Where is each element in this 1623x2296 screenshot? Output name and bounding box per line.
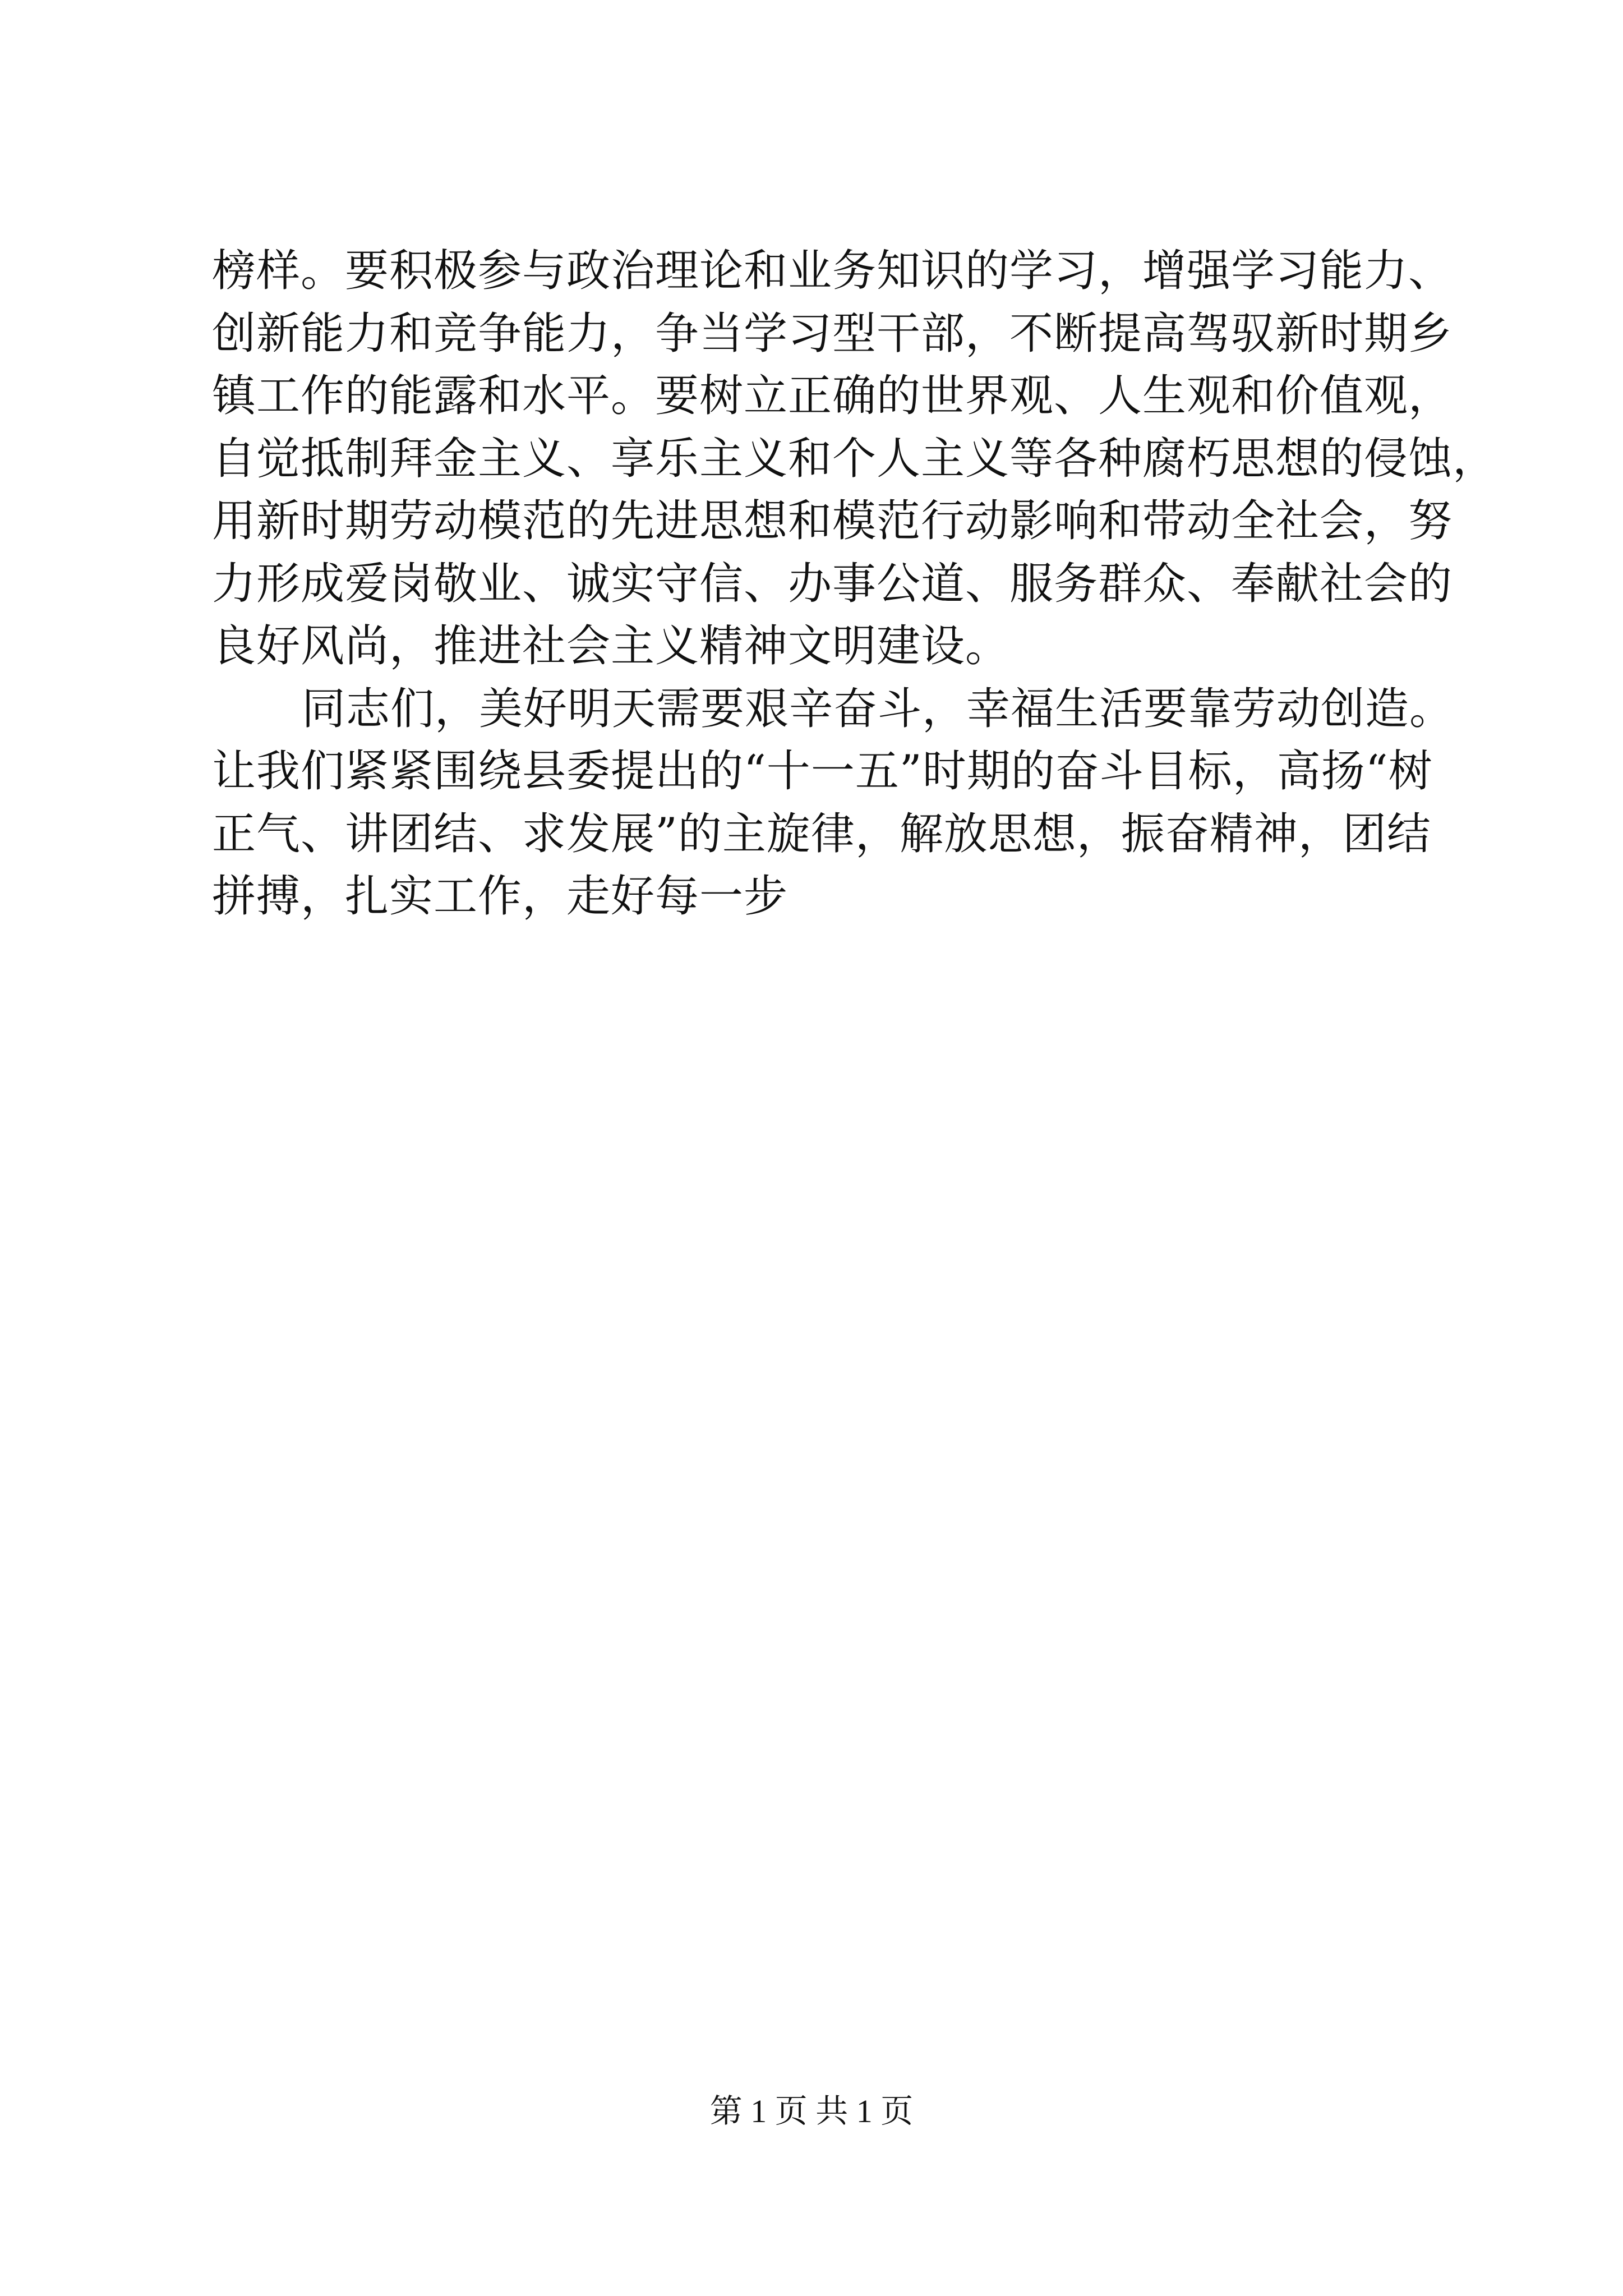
text-line: 榜样。要积极参与政治理论和业务知识的学习，增强学习能力、 [212, 246, 1453, 296]
paragraph-2 [212, 678, 1454, 928]
text-line: 镇工作的能露和水平。要树立正确的世界观、人生观和价值观， [212, 371, 1453, 421]
text-line: 正气、讲团结、求发展”的主旋律，解放思想，振奋精神，团结 [212, 808, 1431, 859]
text-line: 创新能力和竞争能力，争当学习型干部，不断提高驾驭新时期乡 [212, 308, 1453, 359]
text-line: 拼搏，扎实工作，走好每一步 [212, 871, 789, 922]
page-number-footer: 第 1 页 共 1 页 [709, 2093, 914, 2129]
paragraph-1 [212, 240, 1497, 678]
document-body [212, 240, 1497, 928]
text-line: 同志们，美好明天需要艰辛奋斗，幸福生活要靠劳动创造。 [302, 683, 1454, 734]
text-line: 用新时期劳动模范的先进思想和模范行动影响和带动全社会，努 [212, 496, 1453, 546]
text-line: 力形成爱岗敬业、诚实守信、办事公道、服务群众、奉献社会的 [212, 558, 1453, 609]
text-line: 自觉抵制拜金主义、享乐主义和个人主义等各种腐朽思想的侵蚀， [212, 433, 1497, 484]
text-line: 让我们紧紧围绕县委提出的“十一五”时期的奋斗目标，高扬“树 [212, 746, 1433, 797]
text-line: 良好风尚，推进社会主义精神文明建设。 [212, 621, 1010, 671]
